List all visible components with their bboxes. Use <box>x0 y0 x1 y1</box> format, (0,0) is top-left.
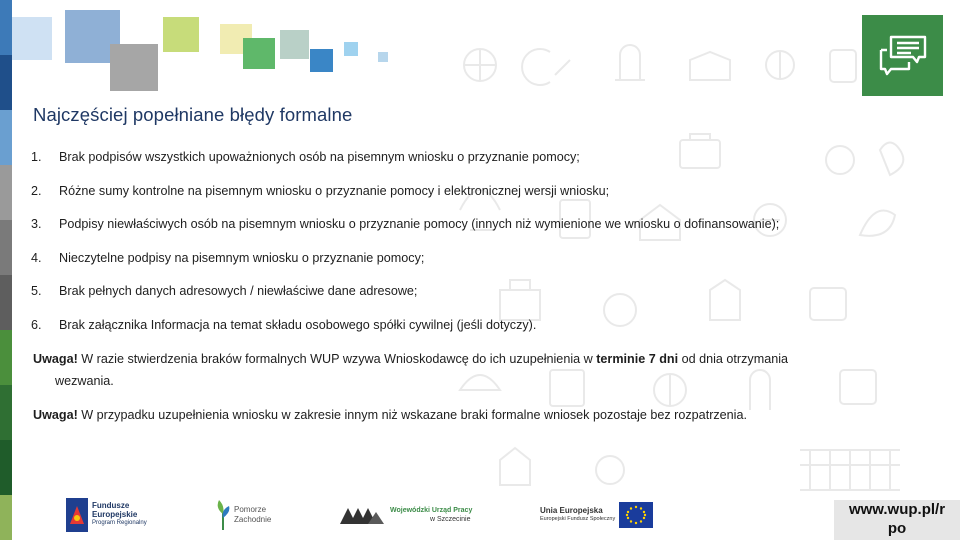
url-line1: www.wup.pl/r <box>848 501 946 518</box>
list-item <box>31 251 931 285</box>
note-continuation: wezwania. <box>55 374 114 388</box>
note-text: W przypadku uzupełnienia wniosku w zakresie innym niż wskazane braki formalne wniosek pozostaje bez rozpatrzenia. <box>77 408 747 422</box>
logo-unia-europejska <box>540 496 653 534</box>
pomorze-line1: Pomorze <box>234 505 267 514</box>
fe-line1: Fundusze <box>92 501 130 511</box>
fe-logo-icon <box>66 498 88 532</box>
item-text: Różne sumy kontrolne na pisemnym wniosku o przyznanie pomocy i elektronicznej wersji wniosku; <box>59 183 610 198</box>
warning-note-2 <box>33 404 923 426</box>
item-text: Nieczytelne podpisy na pisemnym wniosku o przyznanie pomocy; <box>59 250 425 265</box>
chat-icon-box <box>862 15 943 96</box>
list-item <box>31 184 931 218</box>
list-item <box>31 284 931 318</box>
error-list <box>31 150 931 351</box>
pomorze-line2: Zachodnie <box>234 515 272 524</box>
logo-fundusze-europejskie <box>66 496 147 534</box>
item-number: 4. <box>31 250 42 265</box>
fe-line2: Europejskie <box>92 509 138 519</box>
background-icons-row-1 <box>460 40 920 100</box>
url-line2: po <box>887 520 907 537</box>
pomorze-leaf-icon <box>215 500 231 530</box>
warning-label: Uwaga! <box>33 352 78 366</box>
wup-line2: w Szczecinie <box>430 516 471 523</box>
list-item <box>31 318 931 352</box>
item-number: 3. <box>31 217 42 231</box>
item-text: Brak podpisów wszystkich upoważnionych osób na pisemnym wniosku o przyznanie pomocy; <box>59 150 580 164</box>
fe-line3: Program Regionalny <box>92 520 147 527</box>
item-text: Brak pełnych danych adresowych / niewłaściwe dane adresowe; <box>59 284 418 298</box>
left-color-stripe <box>0 0 12 540</box>
item-text: Brak załącznika Informacja na temat składu osobowego spółki cywilnej (jeśli dotyczy). <box>59 317 537 332</box>
logo-pomorze-zachodnie <box>215 496 271 534</box>
item-number: 5. <box>31 284 42 298</box>
wup-line1: Wojewódzki Urząd Pracy <box>390 507 473 514</box>
item-number: 6. <box>31 317 42 332</box>
ue-line1: Unia Europejska <box>540 505 603 515</box>
website-url[interactable] <box>834 500 960 540</box>
item-text: Podpisy niewłaściwych osób na pisemnym wniosku o przyznanie pomocy (innych niż wymienione we wniosku o dofinansowanie); <box>59 217 780 231</box>
wup-logo-icon <box>338 502 386 528</box>
logo-wup-szczecin <box>338 496 472 534</box>
item-number: 1. <box>31 150 42 164</box>
item-number: 2. <box>31 183 42 198</box>
page-title: Najczęściej popełniane błędy formalne <box>33 104 353 125</box>
list-item <box>31 150 931 184</box>
note-text: od dnia otrzymania <box>678 352 789 366</box>
deadline-emphasis: terminie 7 dni <box>596 352 679 366</box>
warning-note-1 <box>33 348 923 392</box>
list-item <box>31 217 931 251</box>
note-text: W razie stwierdzenia braków formalnych WUP wzywa Wnioskodawcę do ich uzupełnienia w <box>77 352 597 366</box>
eu-flag-icon <box>619 502 653 528</box>
chat-bubbles-icon <box>877 33 929 79</box>
warning-label: Uwaga! <box>33 408 78 422</box>
ue-line2: Europejski Fundusz Społeczny <box>540 516 616 522</box>
